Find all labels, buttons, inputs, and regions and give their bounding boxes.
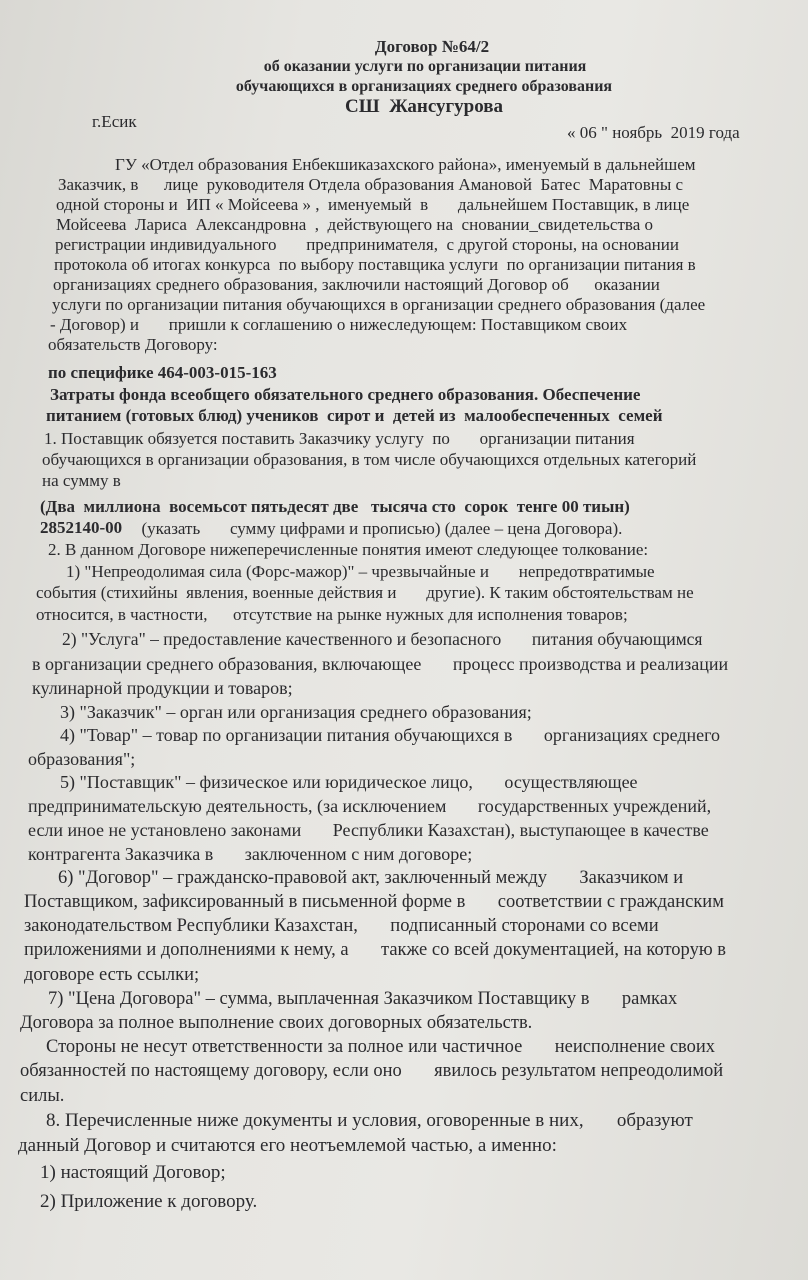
- document-text-line: в организации среднего образования, включающее процесс производства и реализации: [32, 654, 729, 674]
- document-text-line: по специфике 464-003-015-163: [48, 363, 277, 382]
- document-text-line: обязательств Договору:: [48, 335, 218, 354]
- document-text-line: законодательством Республики Казахстан, подписанный сторонами со всеми: [24, 916, 659, 936]
- document-subtitle: обучающихся в организациях среднего образования: [235, 78, 613, 95]
- document-text-line: 8. Перечисленные ниже документы и условия, оговоренные в них, образуют: [46, 1110, 693, 1131]
- document-text-line: Стороны не несут ответственности за полное или частичное неисполнение своих: [46, 1037, 716, 1057]
- document-text-line: относится, в частности, отсутствие на рынке нужных для исполнения товаров;: [36, 605, 628, 624]
- document-text-line: на сумму в: [42, 471, 121, 490]
- document-text-line: 1) настоящий Договор;: [40, 1162, 226, 1183]
- document-text-line: Затраты фонда всеобщего обязательного среднего образования. Обеспечение: [50, 385, 641, 404]
- contract-date: « 06 " ноябрь 2019 года: [567, 123, 740, 142]
- document-text-line: образования";: [28, 749, 136, 769]
- document-text-line: (Два миллиона восемьсот пятьдесят две тысяча сто сорок тенге 00 тиын): [40, 497, 630, 516]
- document-text-line: кулинарной продукции и товаров;: [32, 678, 293, 698]
- document-text-line: (указать сумму цифрами и прописью) (далее – цена Договора).: [133, 519, 623, 538]
- document-text-line: регистрации индивидуального предпринимателя, с другой стороны, на основании: [55, 235, 679, 254]
- document-text-line: 6) "Договор" – гражданско-правовой акт, заключенный между Заказчиком и: [58, 868, 684, 888]
- document-subtitle: об оказании услуги по организации питания: [263, 58, 587, 75]
- document-text-line: 1. Поставщик обязуется поставить Заказчику услугу по организации питания: [44, 429, 635, 448]
- school-name: СШ Жансугурова: [344, 96, 504, 117]
- document-text-line: 1) "Непреодолимая сила (Форс-мажор)" – чрезвычайные и непредотвратимые: [66, 562, 655, 581]
- document-text-line: Мойсеева Лариса Александровна , действующего на сновании_свидетельства о: [56, 215, 653, 234]
- document-text-line: контрагента Заказчика в заключенном с ним договоре;: [28, 844, 473, 864]
- document-text-line: 4) "Товар" – товар по организации питания обучающихся в организациях среднего: [60, 725, 721, 745]
- document-text-line: одной стороны и ИП « Мойсеева » , именуемый в дальнейшем Поставщик, в лице: [56, 195, 690, 214]
- document-text-line: события (стихийны явления, военные действия и другие). К таким обстоятельствам не: [36, 583, 694, 602]
- document-text-line: силы.: [20, 1086, 65, 1106]
- document-text-line: - Договор) и пришли к соглашению о нижеследующем: Поставщиком своих: [50, 315, 628, 334]
- document-text-line: организациях среднего образования, заключили настоящий Договор об оказании: [53, 275, 660, 294]
- document-text-line: обязанностей по настоящему договору, если оно явилось результатом непреодолимой: [20, 1061, 724, 1081]
- document-text-line: данный Договор и считаются его неотъемлемой частью, а именно:: [18, 1135, 557, 1156]
- document-text-line: питанием (готовых блюд) учеников сирот и детей из малообеспеченных семей: [46, 406, 663, 425]
- document-text-line: протокола об итогах конкурса по выбору поставщика услуги по организации питания в: [54, 255, 696, 274]
- document-text-line: 2. В данном Договоре нижеперечисленные понятия имеют следующее толкование:: [48, 540, 649, 559]
- document-text-line: 5) "Поставщик" – физическое или юридическое лицо, осуществляющее: [60, 772, 638, 792]
- document-text-line: если иное не установлено законами Республики Казахстан), выступающее в качестве: [28, 820, 709, 840]
- document-text-line: 2) "Услуга" – предоставление качественного и безопасного питания обучающимся: [62, 629, 703, 649]
- document-text-line: 3) "Заказчик" – орган или организация среднего образования;: [60, 702, 532, 722]
- document-title: Договор №64/2: [374, 37, 490, 56]
- city: г.Есик: [92, 112, 137, 131]
- contract-amount: 2852140-00: [40, 518, 123, 537]
- document-text-line: договоре есть ссылки;: [24, 965, 200, 985]
- document-text-line: Заказчик, в лице руководителя Отдела образования Амановой Батес Маратовны с: [58, 175, 684, 194]
- document-text-line: обучающихся в организации образования, в том числе обучающихся отдельных категорий: [42, 450, 697, 469]
- document-text-line: приложениями и дополнениями к нему, а также со всей документацией, на которую в: [24, 940, 726, 960]
- document-text-line: Договора за полное выполнение своих договорных обязательств.: [20, 1013, 533, 1033]
- document-text-line: 7) "Цена Договора" – сумма, выплаченная Заказчиком Поставщику в рамках: [48, 989, 678, 1009]
- document-text-line: предпринимательскую деятельность, (за исключением государственных учреждений,: [28, 796, 712, 816]
- document-text-line: Поставщиком, зафиксированный в письменной форме в соответствии с гражданским: [24, 892, 724, 912]
- document-text-line: 2) Приложение к договору.: [40, 1191, 258, 1212]
- document-text-line: ГУ «Отдел образования Енбекшиказахского района», именуемый в дальнейшем: [115, 155, 696, 174]
- document-text-line: услуги по организации питания обучающихся в организации среднего образования (далее: [52, 295, 706, 314]
